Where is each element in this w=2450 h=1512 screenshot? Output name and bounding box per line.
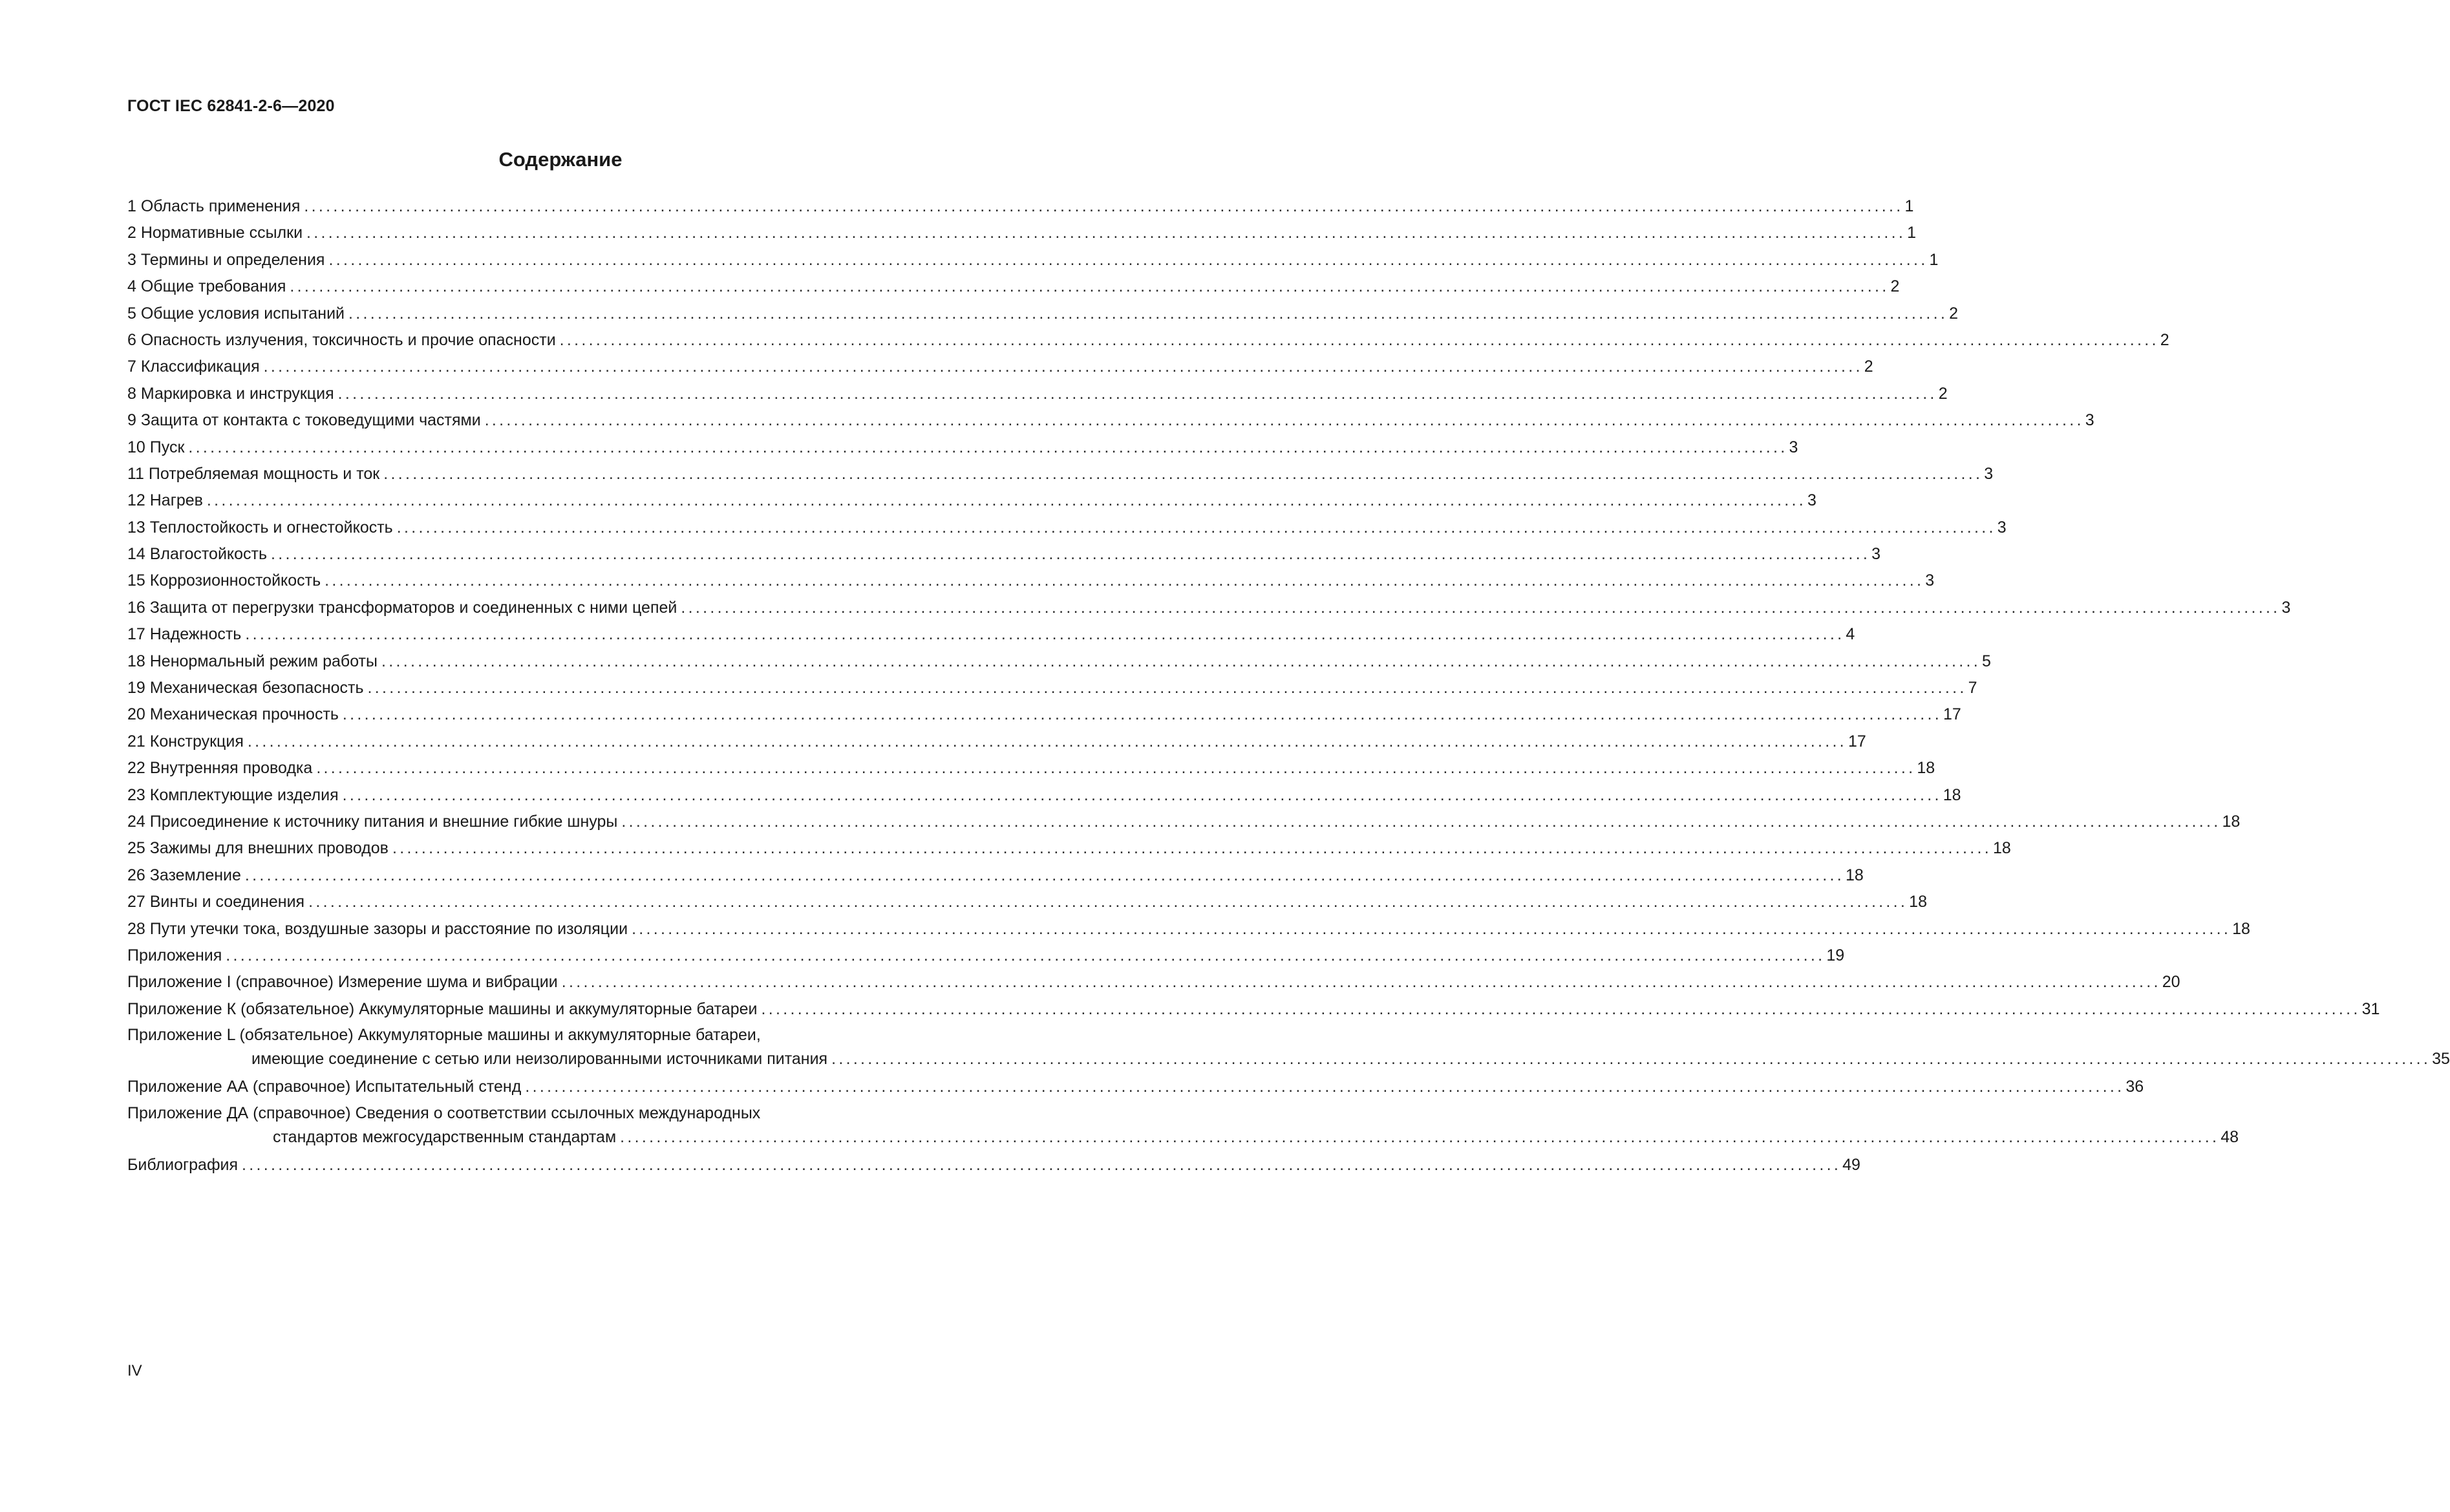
- toc-entry-bibliography[interactable]: [127, 1152, 1860, 1178]
- toc-entry-label: 11 Потребляемая мощность и ток: [127, 464, 380, 483]
- toc-leader-dots: ............................................................................................................................................................................................................................: [328, 250, 1928, 269]
- toc-entry-label: 10 Пуск: [127, 438, 185, 456]
- toc-entry-page: 4: [1846, 625, 1855, 644]
- toc-entry[interactable]: [127, 220, 1917, 246]
- toc-entry-label: 6 Опасность излучения, токсичность и прочие опасности: [127, 330, 556, 349]
- toc-entry-page: 3: [1984, 464, 1994, 483]
- toc-entry-page: 1: [1904, 197, 1914, 215]
- toc-entry-label: 7 Классификация: [127, 357, 260, 376]
- toc-leader-dots: ............................................................................................................................................................................................................................: [271, 545, 1871, 564]
- toc-entry-label: 19 Механическая безопасность: [127, 679, 364, 697]
- toc-entry-page: 48: [2221, 1127, 2239, 1146]
- toc-entry-label: Приложение К (обязательное) Аккумуляторные машины и аккумуляторные батареи: [127, 999, 758, 1018]
- toc-leader-dots: ............................................................................................................................................................................................................................: [226, 946, 1826, 964]
- toc-entry-page: 35: [2432, 1050, 2450, 1069]
- toc-entry[interactable]: [127, 835, 2011, 862]
- toc-entry-page: 18: [2222, 812, 2241, 831]
- toc-entry-page: 3: [2281, 598, 2291, 617]
- toc-entry-page: 18: [2232, 919, 2250, 938]
- toc-entry-page: 36: [2125, 1078, 2144, 1096]
- toc-entry[interactable]: [127, 969, 2180, 996]
- toc-leader-dots: ............................................................................................................................................................................................................................: [342, 705, 1942, 724]
- toc-entry[interactable]: [127, 782, 1961, 809]
- toc-entry-annex-l[interactable]: [127, 1023, 2450, 1070]
- toc-entry-page: 18: [1943, 785, 1961, 804]
- toc-entry-page: 3: [1997, 518, 2007, 537]
- toc-leader-dots: ............................................................................................................................................................................................................................: [206, 491, 1806, 510]
- toc-leader-dots: ............................................................................................................................................................................................................................: [316, 759, 1916, 778]
- toc-entries: [127, 193, 2380, 1023]
- toc-leader-dots: ............................................................................................................................................................................................................................: [383, 464, 1983, 483]
- toc-entry[interactable]: [127, 407, 2094, 434]
- toc-leader-dots: ............................................................................................................................................................................................................................: [392, 839, 1992, 858]
- toc-leader-dots: ............................................................................................................................................................................................................................: [263, 357, 1863, 376]
- toc-entry[interactable]: [127, 247, 1939, 273]
- toc-entry-label: 28 Пути утечки тока, воздушные зазоры и расстояние по изоляции: [127, 919, 628, 938]
- toc-entry-annex-da[interactable]: [127, 1101, 2239, 1149]
- toc-leader-dots: ............................................................................................................................................................................................................................: [681, 598, 2281, 617]
- toc-entry-page: 5: [1982, 652, 1991, 670]
- toc-leader-dots: ............................................................................................................................................................................................................................: [325, 571, 1924, 590]
- toc-entry[interactable]: [127, 595, 2291, 621]
- toc-leader-dots: ............................................................................................................................................................................................................................: [632, 919, 2232, 938]
- toc-leader-dots: ............................................................................................................................................................................................................................: [244, 866, 1844, 884]
- toc-leader-dots: ............................................................................................................................................................................................................................: [484, 411, 2084, 430]
- toc-leader-dots: ............................................................................................................................................................................................................................: [304, 197, 1904, 215]
- toc-entry-page: 18: [1846, 866, 1864, 884]
- toc-entry-label: Приложения: [127, 946, 222, 964]
- toc-entry-label: имеющие соединение с сетью или неизолированными источниками питания: [251, 1050, 828, 1069]
- toc-entry-page: 19: [1826, 946, 1845, 964]
- toc-entry-page: 7: [1968, 679, 1977, 697]
- toc-entry-page: 2: [2160, 330, 2169, 349]
- toc-entry-page: 1: [1929, 250, 1939, 269]
- toc-entry-continuation: [127, 1125, 2239, 1149]
- toc-entry-label: Библиография: [127, 1156, 239, 1175]
- toc-entry[interactable]: [127, 301, 1958, 327]
- toc-leader-dots: ............................................................................................................................................................................................................................: [621, 812, 2221, 831]
- toc-entry-label: 1 Область применения: [127, 197, 301, 215]
- toc-entry[interactable]: [127, 541, 1881, 568]
- toc-entry-label: 24 Присоединение к источнику питания и внешние гибкие шнуры: [127, 812, 618, 831]
- toc-entry-page: 18: [1909, 893, 1927, 911]
- toc-entry[interactable]: [127, 701, 1961, 728]
- toc-leader-dots: ............................................................................................................................................................................................................................: [396, 518, 1996, 537]
- toc-entry-label: 15 Коррозионностойкость: [127, 571, 321, 590]
- toc-entry[interactable]: [127, 755, 1935, 782]
- toc-entry-page: 1: [1907, 224, 1917, 242]
- toc-leader-dots: ............................................................................................................................................................................................................................: [761, 999, 2361, 1018]
- toc-entry-label: 23 Комплектующие изделия: [127, 785, 339, 804]
- toc-entry-label: 27 Винты и соединения: [127, 893, 305, 911]
- toc-leader-dots: ............................................................................................................................................................................................................................: [242, 1156, 1842, 1175]
- toc-leader-dots: ............................................................................................................................................................................................................................: [308, 893, 1908, 911]
- toc-entry-page: 17: [1943, 705, 1961, 724]
- toc-entry-label: 8 Маркировка и инструкция: [127, 384, 334, 403]
- toc-entry-label: Приложение АА (справочное) Испытательный стенд: [127, 1078, 522, 1096]
- toc-entry-page: 3: [1789, 438, 1798, 456]
- toc-leader-dots: ............................................................................................................................................................................................................................: [342, 785, 1942, 804]
- toc-entry[interactable]: [127, 515, 2007, 541]
- toc-entry[interactable]: [127, 273, 1900, 300]
- toc-entry-continuation: [127, 1047, 2450, 1070]
- toc-entry-label: Приложение L (обязательное) Аккумуляторные машины и аккумуляторные батареи,: [127, 1026, 761, 1045]
- toc-entry-page: 18: [1917, 759, 1935, 778]
- toc-entry-label: 20 Механическая прочность: [127, 705, 339, 724]
- toc-entry-label: 13 Теплостойкость и огнестойкость: [127, 518, 393, 537]
- toc-entry-label: Приложение I (справочное) Измерение шума и вибрации: [127, 973, 558, 992]
- toc-entry[interactable]: [127, 862, 1864, 889]
- toc-entry[interactable]: [127, 487, 1816, 514]
- toc-leader-dots: ............................................................................................................................................................................................................................: [245, 625, 1845, 644]
- toc-entry-page: 3: [1871, 545, 1881, 564]
- toc-entry-page: 3: [2085, 411, 2094, 430]
- toc-entry[interactable]: [127, 675, 1977, 701]
- document-id: ГОСТ IEC 62841-2-6—2020: [127, 97, 335, 115]
- toc-entry-label: 21 Конструкция: [127, 732, 244, 751]
- toc-entry-annex-aa[interactable]: [127, 1074, 2144, 1101]
- toc-entry-page: 2: [1949, 304, 1958, 323]
- toc-entry[interactable]: [127, 193, 1914, 220]
- toc-leader-dots: ............................................................................................................................................................................................................................: [559, 330, 2159, 349]
- toc-entry[interactable]: [127, 942, 1845, 969]
- toc-entry-page: 2: [1864, 357, 1873, 376]
- toc-leader-dots: ............................................................................................................................................................................................................................: [525, 1078, 2125, 1096]
- toc-entry-page: 3: [1925, 571, 1935, 590]
- toc-entry-label: 26 Заземление: [127, 866, 241, 884]
- toc-entry-page: 17: [1848, 732, 1866, 751]
- toc-entry-label: 4 Общие требования: [127, 277, 286, 296]
- toc-entry-page: 2: [1938, 384, 1948, 403]
- toc-entry[interactable]: [127, 327, 2169, 354]
- toc-leader-dots: ............................................................................................................................................................................................................................: [188, 438, 1788, 456]
- toc-entry-label: 2 Нормативные ссылки: [127, 224, 303, 242]
- table-of-contents: [127, 193, 2450, 1179]
- toc-entry-page: 18: [1993, 839, 2011, 858]
- toc-title: Содержание: [498, 148, 623, 171]
- toc-entry-label: 3 Термины и определения: [127, 250, 325, 269]
- toc-entry[interactable]: [127, 568, 1935, 594]
- toc-entry-page: 49: [1842, 1156, 1860, 1175]
- toc-entry[interactable]: [127, 461, 1994, 487]
- toc-entry[interactable]: [127, 889, 1927, 915]
- toc-entry-page: 31: [2361, 999, 2380, 1018]
- toc-entry-label: 17 Надежность: [127, 625, 242, 644]
- page-number: IV: [127, 1362, 142, 1379]
- toc-entry-label: 5 Общие условия испытаний: [127, 304, 345, 323]
- toc-entry-label: 22 Внутренняя проводка: [127, 759, 313, 778]
- toc-leader-dots: ............................................................................................................................................................................................................................: [348, 304, 1948, 323]
- toc-entry[interactable]: [127, 354, 1873, 380]
- toc-entry[interactable]: [127, 381, 1948, 407]
- toc-entry-label: Приложение ДА (справочное) Сведения о соответствии ссылочных международных: [127, 1103, 761, 1122]
- toc-entry-label: 12 Нагрев: [127, 491, 203, 510]
- toc-entry-label: 25 Зажимы для внешних проводов: [127, 839, 389, 858]
- toc-leader-dots: ............................................................................................................................................................................................................................: [247, 732, 1847, 751]
- toc-entry-label: 9 Защита от контакта с токоведущими частями: [127, 411, 481, 430]
- toc-entry-page: 2: [1890, 277, 1900, 296]
- toc-leader-dots: ............................................................................................................................................................................................................................: [290, 277, 1890, 296]
- toc-entry[interactable]: [127, 996, 2380, 1023]
- toc-entry[interactable]: [127, 729, 1866, 755]
- toc-entry[interactable]: [127, 434, 1798, 461]
- toc-entry[interactable]: [127, 621, 1855, 648]
- toc-entry[interactable]: [127, 648, 1991, 675]
- toc-entry-label: 14 Влагостойкость: [127, 545, 268, 564]
- toc-entry-label: стандартов межгосударственным стандартам: [273, 1127, 617, 1146]
- toc-leader-dots: ............................................................................................................................................................................................................................: [337, 384, 1937, 403]
- toc-entry[interactable]: [127, 809, 2241, 835]
- toc-leader-dots: ............................................................................................................................................................................................................................: [381, 652, 1981, 670]
- toc-leader-dots: ............................................................................................................................................................................................................................: [620, 1127, 2220, 1146]
- toc-entry-label: 16 Защита от перегрузки трансформаторов и соединенных с ними цепей: [127, 598, 677, 617]
- toc-entry-page: 3: [1807, 491, 1816, 510]
- toc-leader-dots: ............................................................................................................................................................................................................................: [367, 679, 1967, 697]
- toc-entry-page: 20: [2162, 973, 2180, 992]
- toc-entry-label: 18 Ненормальный режим работы: [127, 652, 378, 670]
- toc-leader-dots: ............................................................................................................................................................................................................................: [831, 1050, 2431, 1069]
- toc-entry[interactable]: [127, 916, 2250, 942]
- toc-leader-dots: ............................................................................................................................................................................................................................: [306, 224, 1906, 242]
- toc-leader-dots: ............................................................................................................................................................................................................................: [561, 973, 2161, 992]
